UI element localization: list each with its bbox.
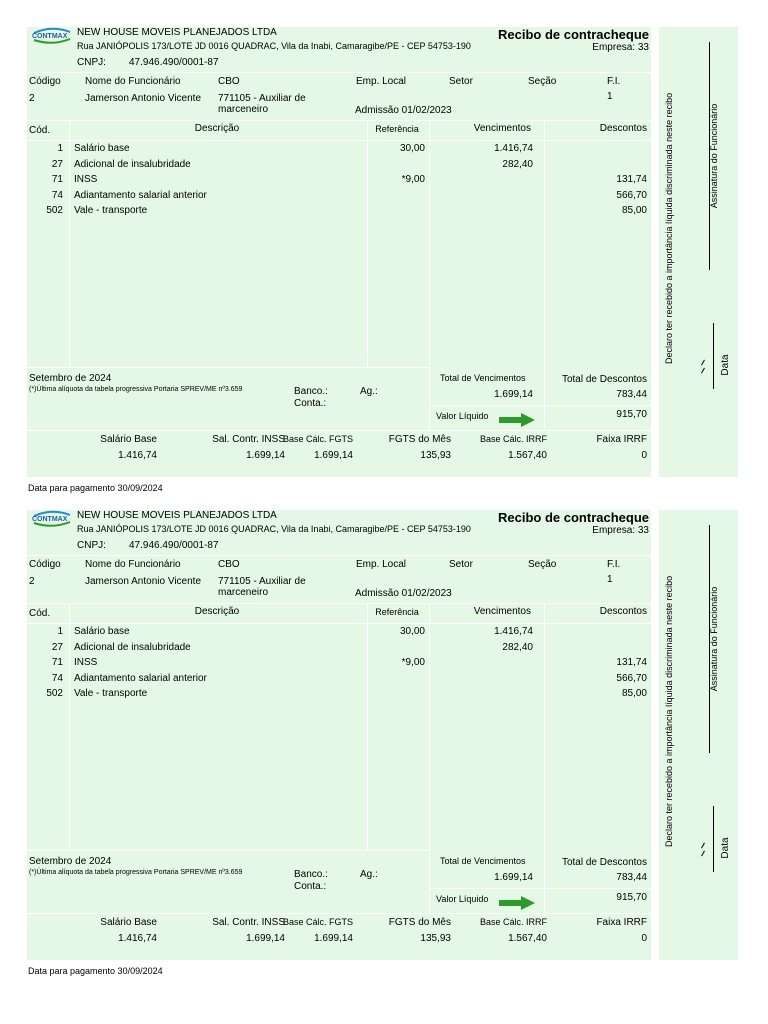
employee-cbo-line2: marceneiro (218, 587, 269, 598)
valor-liquido-label: Valor Líquido (436, 894, 489, 904)
employee-codigo: 2 (29, 576, 35, 587)
date-label: Data (720, 354, 731, 376)
row-descricao: Salário base (74, 626, 130, 637)
row-descontos: 85,00 (621, 688, 647, 699)
total-descontos: 783,44 (616, 389, 647, 400)
header-descontos: Descontos (599, 606, 647, 617)
row-cod: 502 (46, 205, 63, 216)
label-fgts-mes: FGTS do Mês (388, 434, 451, 445)
logo-text: CONTMAX (32, 516, 68, 523)
row-descricao: Vale - transporte (74, 688, 148, 699)
company-name: NEW HOUSE MOVEIS PLANEJADOS LTDA (77, 510, 277, 521)
label-faixa-irrf: Faixa IRRF (596, 434, 647, 445)
receipt-title: Recibo de contracheque (498, 27, 649, 42)
empresa-number: Empresa: 33 (592, 42, 649, 53)
label-emp-local: Emp. Local (356, 559, 407, 570)
ag-label: Ag.: (360, 386, 378, 397)
fgts-mes: 135,93 (420, 450, 451, 461)
cnpj-label: CNPJ: (77, 57, 106, 68)
header-referencia: Referência (375, 607, 419, 617)
signature-label: Assinatura do Funcionário (709, 103, 719, 209)
label-emp-local: Emp. Local (356, 76, 407, 87)
header-referencia: Referência (375, 124, 419, 134)
row-referencia: *9,00 (401, 657, 425, 668)
ag-label: Ag.: (360, 869, 378, 880)
header-cod: Cód. (29, 125, 51, 136)
employee-admissao: Admissão 01/02/2023 (355, 588, 452, 599)
base-calc-irrf: 1.567,40 (508, 933, 547, 944)
label-base-calc-fgts: Base Cálc. FGTS (282, 917, 353, 927)
company-name: NEW HOUSE MOVEIS PLANEJADOS LTDA (77, 27, 277, 38)
header-descontos: Descontos (599, 123, 647, 134)
company-address: Rua JANIÓPOLIS 173/LOTE JD 0016 QUADRAC, Vila da Inabi, Camaragibe/PE - CEP 54753-190 (77, 524, 471, 534)
row-cod: 502 (46, 688, 63, 699)
row-descontos: 131,74 (616, 657, 647, 668)
label-secao: Seção (528, 76, 557, 87)
date-label: Data (720, 837, 731, 859)
valor-liquido: 915,70 (616, 892, 647, 903)
label-cbo: CBO (218, 559, 240, 570)
faixa-irrf: 0 (641, 933, 647, 944)
employee-fi: 1 (607, 91, 613, 102)
header-vencimentos: Vencimentos (473, 123, 531, 134)
row-vencimentos: 1.416,74 (494, 143, 533, 154)
row-descontos: 566,70 (616, 672, 647, 684)
label-fgts-mes: FGTS do Mês (388, 917, 451, 928)
label-salario-base: Salário Base (100, 434, 157, 445)
sal-contr-inss: 1.699,14 (246, 450, 285, 461)
empresa-number: Empresa: 33 (592, 525, 649, 536)
row-cod: 1 (57, 143, 63, 154)
label-secao: Seção (528, 559, 557, 570)
payslip-copy-2 (0, 510, 768, 993)
label-base-calc-irrf: Base Cálc. IRRF (479, 434, 547, 444)
valor-liquido-label: Valor Líquido (436, 411, 489, 421)
payment-date: Data para pagamento 30/09/2024 (28, 483, 163, 493)
green-right-arrow-icon (499, 896, 535, 910)
base-calc-fgts: 1.699,14 (314, 450, 353, 461)
total-vencimentos: 1.699,14 (494, 389, 533, 400)
row-vencimentos: 282,40 (502, 158, 533, 170)
employee-cbo-line1: 771105 - Auxiliar de (218, 93, 306, 104)
row-cod: 27 (51, 641, 63, 653)
total-vencimentos-label: Total de Vencimentos (440, 373, 526, 383)
green-right-arrow-icon (499, 413, 535, 427)
label-sal-contr-inss: Sal. Contr. INSS (212, 917, 285, 928)
label-nome: Nome do Funcionário (85, 559, 181, 570)
signature-panel (659, 27, 738, 477)
row-descricao: Salário base (74, 143, 130, 154)
label-sal-contr-inss: Sal. Contr. INSS (212, 434, 285, 445)
employee-fi: 1 (607, 574, 613, 585)
row-cod: 27 (51, 158, 63, 170)
row-descricao: Adicional de insalubridade (74, 158, 191, 170)
row-descricao: INSS (74, 174, 98, 185)
signature-label: Assinatura do Funcionário (709, 586, 719, 692)
row-descricao: Vale - transporte (74, 205, 148, 216)
row-descricao: Adicional de insalubridade (74, 641, 191, 653)
receipt-main-panel (27, 510, 651, 960)
base-calc-irrf: 1.567,40 (508, 450, 547, 461)
period: Setembro de 2024 (29, 856, 112, 867)
row-cod: 1 (57, 626, 63, 637)
employee-name: Jamerson Antonio Vicente (85, 93, 202, 104)
contmax-logo (30, 27, 74, 45)
total-vencimentos: 1.699,14 (494, 872, 533, 883)
label-salario-base: Salário Base (100, 917, 157, 928)
cnpj-value: 47.946.490/0001-87 (129, 57, 219, 68)
fgts-mes: 135,93 (420, 933, 451, 944)
label-base-calc-irrf: Base Cálc. IRRF (479, 917, 547, 927)
label-setor: Setor (449, 559, 473, 570)
label-setor: Setor (449, 76, 473, 87)
receipt-main-panel (27, 27, 651, 477)
total-descontos: 783,44 (616, 872, 647, 883)
label-base-calc-fgts: Base Cálc. FGTS (282, 434, 353, 444)
payment-date: Data para pagamento 30/09/2024 (28, 966, 163, 976)
declaration-text: Declaro ter recebido a importância líquida discriminada neste recibo (664, 92, 674, 364)
total-vencimentos-label: Total de Vencimentos (440, 856, 526, 866)
conta-label: Conta.: (294, 881, 327, 892)
inss-note: (*)Última alíquota da tabela progressiva Portaria SPREV/ME nº3.659 (29, 869, 243, 876)
row-descontos: 131,74 (616, 174, 647, 185)
row-referencia: 30,00 (399, 143, 425, 154)
header-vencimentos: Vencimentos (473, 606, 531, 617)
header-descricao: Descrição (194, 606, 240, 617)
base-calc-fgts: 1.699,14 (314, 933, 353, 944)
logo-text: CONTMAX (32, 33, 68, 40)
period: Setembro de 2024 (29, 373, 112, 384)
signature-panel (659, 510, 738, 960)
row-cod: 71 (51, 174, 63, 185)
employee-codigo: 2 (29, 93, 35, 104)
row-referencia: 30,00 (399, 626, 425, 637)
row-descontos: 566,70 (616, 189, 647, 201)
employee-admissao: Admissão 01/02/2023 (355, 105, 452, 116)
sal-contr-inss: 1.699,14 (246, 933, 285, 944)
inss-note: (*)Última alíquota da tabela progressiva Portaria SPREV/ME nº3.659 (29, 386, 243, 393)
label-fi: F.I. (607, 76, 621, 87)
row-cod: 71 (51, 657, 63, 668)
valor-liquido: 915,70 (616, 409, 647, 420)
employee-name: Jamerson Antonio Vicente (85, 576, 202, 587)
label-faixa-irrf: Faixa IRRF (596, 917, 647, 928)
row-cod: 74 (51, 672, 63, 684)
row-vencimentos: 282,40 (502, 641, 533, 653)
label-nome: Nome do Funcionário (85, 76, 181, 87)
label-codigo: Código (29, 76, 61, 87)
row-descricao: Adiantamento salarial anterior (74, 189, 207, 201)
total-descontos-label: Total de Descontos (561, 857, 647, 868)
banco-label: Banco.: (294, 869, 328, 880)
row-descricao: INSS (74, 657, 98, 668)
employee-cbo-line1: 771105 - Auxiliar de (218, 576, 306, 587)
label-fi: F.I. (607, 559, 621, 570)
conta-label: Conta.: (294, 398, 327, 409)
payslip-copy-1 (0, 27, 768, 510)
row-vencimentos: 1.416,74 (494, 626, 533, 637)
company-address: Rua JANIÓPOLIS 173/LOTE JD 0016 QUADRAC, Vila da Inabi, Camaragibe/PE - CEP 54753-190 (77, 41, 471, 51)
contmax-logo (30, 510, 74, 528)
employee-cbo-line2: marceneiro (218, 104, 269, 115)
header-descricao: Descrição (194, 123, 240, 134)
salario-base: 1.416,74 (118, 933, 157, 944)
label-cbo: CBO (218, 76, 240, 87)
cnpj-label: CNPJ: (77, 540, 106, 551)
row-descontos: 85,00 (621, 205, 647, 216)
banco-label: Banco.: (294, 386, 328, 397)
receipt-title: Recibo de contracheque (498, 510, 649, 525)
row-descricao: Adiantamento salarial anterior (74, 672, 207, 684)
header-cod: Cód. (29, 608, 51, 619)
declaration-text: Declaro ter recebido a importância líquida discriminada neste recibo (664, 575, 674, 847)
cnpj-value: 47.946.490/0001-87 (129, 540, 219, 551)
row-cod: 74 (51, 189, 63, 201)
row-referencia: *9,00 (401, 174, 425, 185)
salario-base: 1.416,74 (118, 450, 157, 461)
faixa-irrf: 0 (641, 450, 647, 461)
label-codigo: Código (29, 559, 61, 570)
total-descontos-label: Total de Descontos (561, 374, 647, 385)
